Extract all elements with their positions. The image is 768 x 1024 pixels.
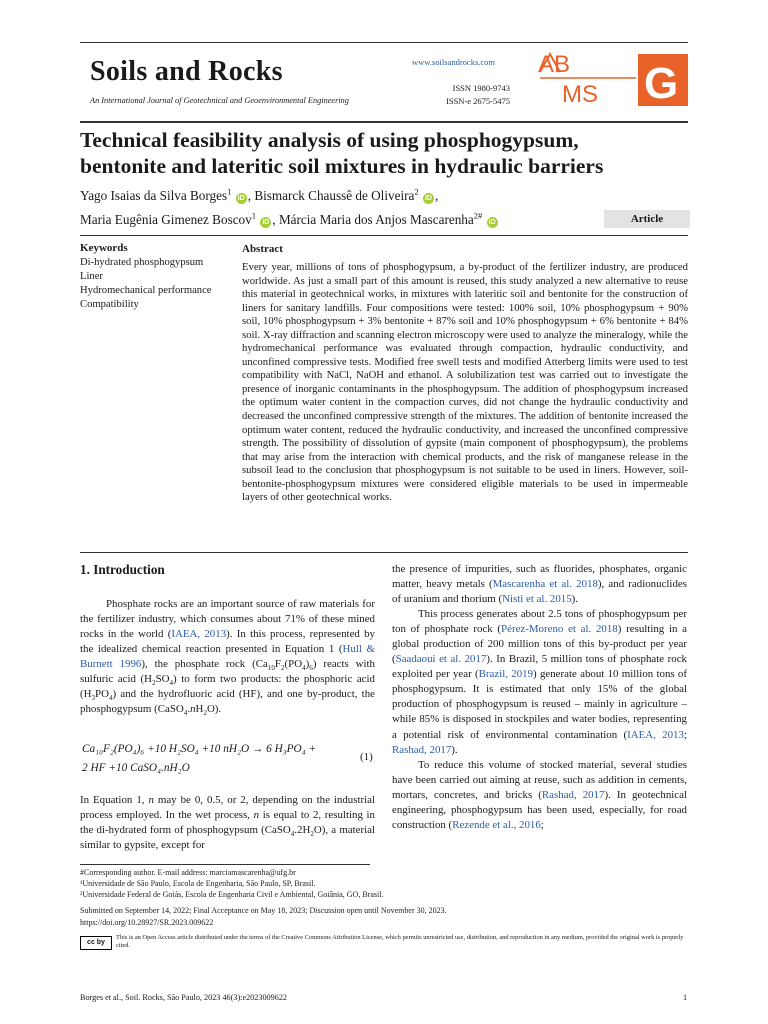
orcid-icon[interactable]: iD [262,219,270,226]
intro-paragraph-1: Phosphate rocks are an important source of raw materials for the fertilizer industry, which consumes about 71% of these mined rocks in the world (IAEA, 2013). In this process, represented by the idealized chemical reaction presented in Equation 1 (Hull & Burnett 1996), the phosphate rock $(Ca_{10}F_2(PO_4)_6)$ reacts with sulfuric acid $(H_2SO_4)$ to form two products: the phosphoric acid $(H_3PO_4)$ and the hydrofluoric acid (HF), and one by-product, the phosphogypsum $(CaSO_4.nH_2O)$. [80,598,376,718]
orcid-icon[interactable]: iD [237,195,245,202]
title-line-2: bentonite and lateritic soil mixtures in hydraulic barriers [80,154,604,178]
license-text: This is an Open Access article distributed under the terms of the Creative Commons Attribution License, which permits unrestricted use, distribution, and reproduction in any medium, provided the original work is properly cited. [116,934,684,950]
equation-1 [82,740,378,778]
citation-link[interactable]: Rashad, 2017 [392,743,452,756]
paper-title [80,127,690,179]
title-line-1: Technical feasibility analysis of using phosphogypsum, [80,128,579,152]
orcid-icon[interactable]: iD [488,219,496,226]
author-2-affil: 2 [414,186,419,197]
author-1-affil: 1 [227,186,232,197]
citation-link[interactable]: Saadaoui et al. 2017 [395,653,487,666]
logo-text-ms: MS [562,81,598,108]
footnote-affiliation-1: ¹Universidade de São Paulo, Escola de Engenharia, São Paulo, SP, Brasil. [80,879,316,888]
footnote-rule [80,864,370,865]
citation-link[interactable]: IAEA, 2013 [171,628,227,641]
intro-right-column: the presence of impurities, such as fluorides, phosphates, organic matter, heavy metals (Mascarenha et al. 2018), and radionuclides of uranium and thorium (Nisti et al. 2015). This process generates about 2.5 tons of phosphogypsum per ton of phosphate rock (Pérez-Moreno et al. 2018) resulting in a global production of 200 million tons of this by-product per year (Saadaoui et al. 2017). In Brazil, 5 million tons of phosphate rock exploited per year (Brazil, 2019) generate about 10 million tons of phosphogypsum. It is estimated that only 15% of the global production of phosphogypsum is reused – mainly in agriculture – while 85% is disposed in stockpiles and water bodies, representing a potential risk of environmental contamination (IAEA, 2013; Rashad, 2017). To reduce this volume of stocked material, several studies have been carried out aiming at reuse, such as addition in cements, mortars, concretes, and bricks (Rashad, 2017). In geotechnical engineering, phosphogypsum has been used, especially, for road construction (Rezende et al., 2016; [392,563,688,831]
abstract-heading: Abstract [242,243,283,255]
citation-link[interactable]: IAEA, 2013 [627,728,684,741]
citation-link[interactable]: Brazil, 2019 [478,668,534,681]
journal-subtitle: An International Journal of Geotechnical and Geoenvironmental Engineering [90,96,349,105]
journal-title: Soils and Rocks [90,56,283,87]
footnote-corresponding: #Corresponding author. E-mail address: marciamascarenha@ufg.br [80,868,296,877]
equation-number: (1) [360,751,373,763]
citation-link[interactable]: Nisti et al. 2015 [502,593,572,606]
citation-link[interactable]: Hull & Burnett 1996 [80,643,375,671]
cc-by-license-icon[interactable]: cc by [80,936,112,950]
keyword-item: Di-hydrated phosphogypsum [80,257,204,268]
citation-link[interactable]: Rashad, 2017 [541,788,605,801]
keywords-heading: Keywords [80,242,128,254]
citation-link[interactable]: Pérez-Moreno et al. 2018 [501,623,618,636]
journal-url-link[interactable]: www.soilsandrocks.com [412,57,496,67]
keyword-item: Compatibility [80,299,139,310]
equation-line-2: 2 HF +10 CaSO₄.nH₂O [82,762,190,774]
doi-link[interactable]: https://doi.org/10.28927/SR.2023.009622 [80,918,214,927]
author-1[interactable]: Yago Isaias da Silva Borges [80,188,228,203]
author-line-1: Yago Isaias da Silva Borges$^1$ iD , Bismarck Chaussê de Oliveira$^2$ iD , [80,186,439,203]
author-line-2: Maria Eugênia Gimenez Boscov$^1$ iD , Márcia Maria dos Anjos Mascarenha$^{2\#}$ iD [80,210,496,227]
author-2[interactable]: Bismarck Chaussê de Oliveira [254,188,415,203]
page-citation: Borges et al., Soil. Rocks, São Paulo, 2023 46(3):e2023009622 [80,993,288,1002]
logo-text-ab: AB [538,51,571,78]
abstract-text: Every year, millions of tons of phosphogypsum, a by-product of the fertilizer industry, are produced worldwide. As just a small part of this amount is reused, this study analyzed a new alternative to reuse this material in geotechnical works, in mixtures with lateritic soil and bentonite for the construction of liners for sanitary landfills. Four compositions were tested: 100% soil, 10% phosphogypsum + 90% soil, 10% phosphogypsum + 3% bentonite + 87% soil and 10% phosphogypsum + 6% bentonite + 84% soil. X-ray diffraction and scanning electron microscopy were used to analyze the mineralogy, while the hydromechanical performance was evaluated through compaction, hydraulic conductivity, and unconfined compressive tests. Modified free swell tests and modified Atterberg limits were used to test compatibility with NaCl, NaOH and ethanol. A solubilization test was carried out to investigate the presence of inorganic contaminants in the phosphogypsum. The addition of phosphogypsum increased the optimum water content in the compaction curves, did not change the hydraulic conductivity and decreased the unconfined compressive strength of the mixtures. The addition of bentonite increased the optimum water content, reduced the hydraulic conductivity, and increased the unconfined compressive strength. The possibility of dissolution of gypsite (main component of phosphogypsum), the problems that may arise from the interaction with chemical products, and the risk of manganese release in the subsoil lead to the conclusion that phosphogypsum is not suitable to be used in liners. However, soil-bentonite-phosphogypsum mixtures were considered eligible materials to be used in impermeable layers of other geotechnical works. [242,261,688,504]
keyword-item: Hydromechanical performance [80,285,212,296]
author-4[interactable]: Márcia Maria dos Anjos Mascarenha [278,212,474,227]
submission-dates: Submitted on September 14, 2022; Final Acceptance on May 18, 2023; Discussion open until November 30, 2023. [80,906,447,915]
header-bottom-rule [80,121,688,123]
issn-e: ISSN-e 2675-5475 [446,96,510,106]
header-top-rule [80,42,688,43]
abms-logo [536,50,690,108]
equation-line-1: Ca₁₀F₂(PO₄)₆ +10 H₂SO₄ +10 nH₂O → 6 H₃PO₄ + [82,743,317,755]
section-heading-introduction: 1. Introduction [80,562,165,577]
author-4-affil: 2# [473,210,483,221]
citation-link[interactable]: Rezende et al., 2016 [452,818,541,831]
intro-paragraph-2: In Equation 1, n may be 0, 0.5, or 2, depending on the industrial process employed. In the wet process, n is equal to 2, resulting in the di-hydrated form of phosphogypsum $(CaSO_4.2H_2O)$, a material similar to gypsite, except for [80,794,376,852]
logo-text-g: G [644,59,679,108]
author-3[interactable]: Maria Eugênia Gimenez Boscov [80,212,252,227]
body-top-rule [80,552,688,553]
abstract-top-rule [80,235,688,236]
article-type-badge: Article [604,210,690,228]
page-number: 1 [683,993,688,1002]
citation-link[interactable]: Mascarenha et al. 2018 [492,578,598,591]
issn: ISSN 1980-9743 [452,83,510,93]
keyword-item: Liner [80,271,103,282]
author-3-affil: 1 [251,210,257,221]
footnote-affiliation-2: ²Universidade Federal de Goiás, Escola de Engenharia Civil e Ambiental, Goiânia, GO, Brasil. [80,890,384,899]
orcid-icon[interactable]: iD [424,195,432,202]
